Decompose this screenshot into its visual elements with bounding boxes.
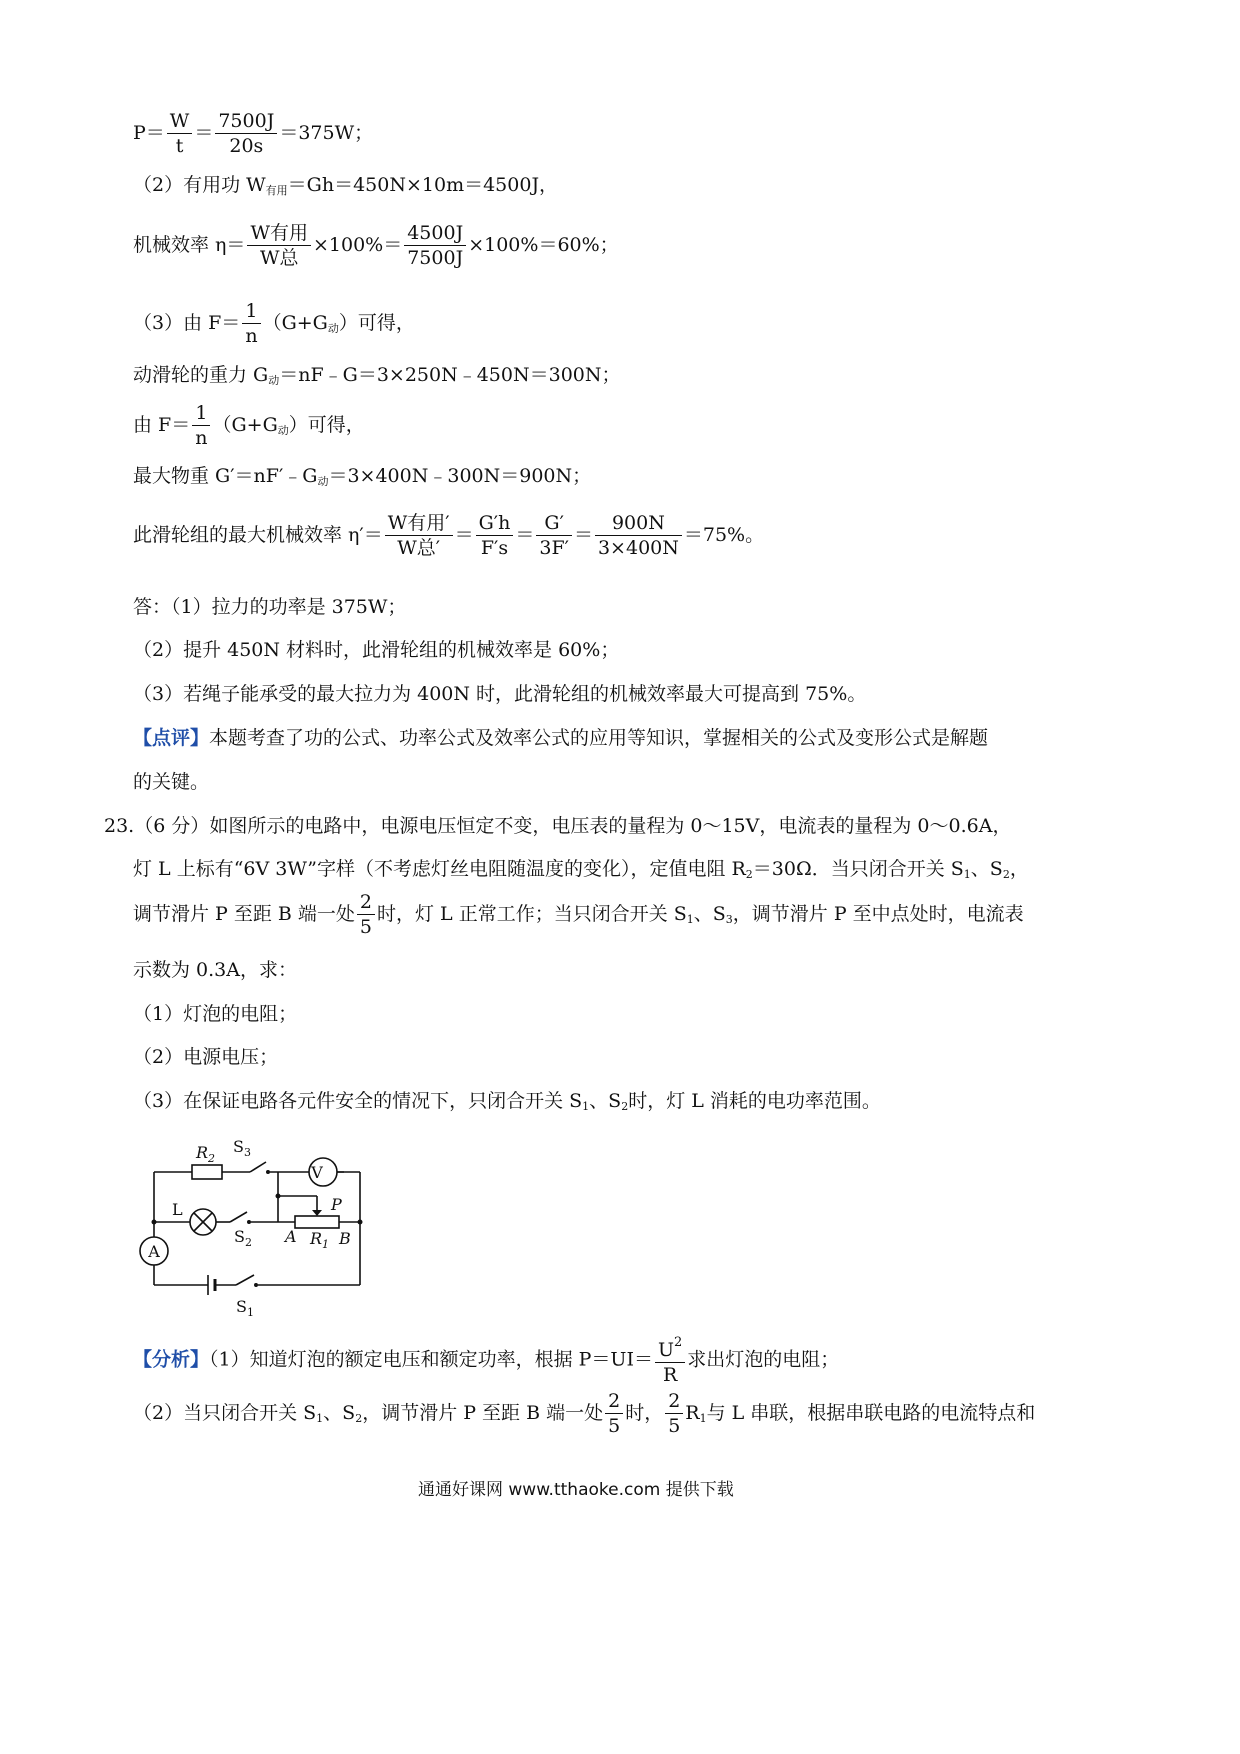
text: ＝75%。 (683, 524, 765, 546)
text: 求出灯泡的电阻； (687, 1348, 840, 1371)
subscript: 动 (327, 322, 339, 335)
question-23-line-1: 23.（6 分）如图所示的电路中，电源电压恒定不变，电压表的量程为 0～15V，电流表的量程为 0～0.6A， (104, 815, 1012, 837)
fraction (605, 1392, 623, 1436)
subscript: 有用 (265, 184, 288, 197)
subscript: 动 (268, 374, 280, 387)
denominator: 5 (668, 1415, 681, 1437)
switch-s1-blade (236, 1275, 254, 1285)
denominator: R (662, 1364, 678, 1386)
label-s1: $S_1$ (236, 1297, 254, 1319)
force-formula-line (133, 302, 415, 346)
text: ，调节滑片 P 至距 B 端一处 (362, 1402, 604, 1424)
numerator: 2 (665, 1392, 683, 1414)
text: ， (1009, 858, 1029, 880)
subscript: 1 (963, 868, 971, 881)
comment-line-1 (133, 729, 988, 748)
formula-text: ＝375W； (279, 122, 374, 144)
label-p: P (331, 1195, 342, 1214)
text: ＝nF﹣G＝3×250N﹣450N＝300N； (279, 364, 621, 386)
answer-2: （2）提升 450N 材料时，此滑轮组的机械效率是 60%； (133, 639, 620, 661)
junction-dot (152, 1220, 157, 1225)
question-part-1: （1）灯泡的电阻； (133, 1003, 298, 1025)
junction-dot (276, 1194, 281, 1199)
subscript: 动 (317, 475, 329, 488)
text: U (657, 1339, 674, 1361)
text: ＝ (454, 524, 474, 546)
fraction (595, 514, 682, 558)
numerator: 7500J (215, 112, 277, 134)
fraction (167, 112, 193, 156)
text: 本题考查了功的公式、功率公式及效率公式的应用等知识，掌握相关的公式及变形公式是解题 (209, 727, 989, 749)
fraction (357, 893, 375, 937)
text: ＝3×400N﹣300N＝900N； (328, 465, 592, 487)
label-r2: $R_2$ (196, 1143, 216, 1165)
text: ×100%＝ (312, 234, 403, 256)
power-formula (133, 112, 373, 156)
numerator: G′h (476, 514, 514, 536)
denominator: 20s (229, 135, 264, 157)
fraction (655, 1336, 685, 1385)
fraction (665, 1392, 683, 1436)
denominator: F′s (480, 537, 509, 559)
footer-watermark: 通通好课网 www.tthaoke.com 提供下载 (418, 1480, 734, 1500)
subscript: 2 (621, 1100, 629, 1113)
text: 、S (693, 903, 726, 925)
text: （3）在保证电路各元件安全的情况下，只闭合开关 S (133, 1090, 583, 1112)
voltmeter-label: V (311, 1163, 323, 1182)
slider-arrow (312, 1210, 322, 1216)
numerator: G′ (536, 514, 572, 536)
fraction (215, 112, 277, 156)
fraction (242, 302, 260, 346)
circuit-diagram (120, 1130, 420, 1320)
text: （1）知道灯泡的额定电压和额定功率，根据 P＝UI＝ (209, 1348, 653, 1371)
numerator: 1 (192, 404, 210, 426)
analysis-line-2 (133, 1392, 1035, 1436)
subscript: 1 (699, 1412, 707, 1425)
text: ，调节滑片 P 至中点处时，电流表 (732, 903, 1024, 925)
question-part-3 (133, 1092, 881, 1112)
subscript: 2 (355, 1412, 363, 1425)
switch-contact (254, 1283, 258, 1287)
numerator: 1 (242, 302, 260, 324)
comment-line-2: 的关键。 (133, 771, 210, 793)
subscript: 3 (725, 913, 733, 926)
fraction (404, 224, 466, 268)
text: ＝ (573, 524, 593, 546)
text: ×100%＝60%； (468, 234, 619, 256)
comment-tag: 【点评】 (133, 727, 210, 749)
text: 时， (625, 1402, 664, 1424)
denominator: W总 (259, 247, 299, 269)
numerator: W (167, 112, 193, 134)
ammeter-label: A (148, 1242, 160, 1261)
denominator: 7500J (407, 247, 464, 269)
question-23-line-2 (133, 860, 1029, 880)
label-b-end: B (339, 1229, 351, 1248)
superscript: 2 (673, 1335, 683, 1350)
text: （3）由 F＝ (133, 312, 241, 334)
formula-text: P＝ (133, 122, 165, 144)
text: ＝Gh＝450N×10m＝4500J， (287, 174, 559, 196)
subscript: 1 (582, 1100, 590, 1113)
question-23-line-4: 示数为 0.3A，求： (133, 959, 297, 981)
fraction (192, 404, 210, 448)
text: 动滑轮的重力 G (133, 364, 269, 386)
text: 、S (589, 1090, 622, 1112)
denominator: W总′ (397, 537, 441, 559)
text: 机械效率 η＝ (133, 234, 246, 256)
numerator: W有用 (247, 224, 311, 246)
answer-1: 答：（1）拉力的功率是 375W； (133, 596, 407, 618)
denominator: 3F′ (539, 537, 569, 559)
text: ）可得， (338, 312, 415, 334)
formula-text: ＝ (194, 122, 214, 144)
text: 最大物重 G′＝nF′﹣G (133, 465, 318, 487)
text: 由 F＝ (133, 414, 191, 436)
denominator: 3×400N (597, 537, 679, 559)
denominator: t (175, 135, 184, 157)
force-formula-line-2 (133, 404, 365, 448)
analysis-line-1 (133, 1336, 839, 1385)
answer-3: （3）若绳子能承受的最大拉力为 400N 时，此滑轮组的机械效率最大可提高到 75%。 (133, 683, 867, 705)
subscript: 1 (316, 1412, 324, 1425)
junction-dot (358, 1220, 363, 1225)
max-efficiency-line (133, 514, 764, 558)
denominator: 5 (359, 916, 372, 938)
denominator: n (195, 427, 208, 449)
fraction (476, 514, 514, 558)
subscript: 1 (686, 913, 694, 926)
label-r1: $R_1$ (310, 1229, 330, 1251)
numerator: 900N (595, 514, 682, 536)
text: ＝30Ω．当只闭合开关 S (752, 858, 964, 880)
fraction (536, 514, 572, 558)
text: 此滑轮组的最大机械效率 η′＝ (133, 524, 383, 546)
label-s3: $S_3$ (233, 1137, 251, 1159)
text: （2）有用功 W (133, 174, 266, 196)
text: ）可得， (288, 414, 365, 436)
text: 时，灯 L 消耗的电功率范围。 (628, 1090, 881, 1112)
useful-work-line (133, 176, 558, 196)
text: R (685, 1402, 700, 1424)
subscript: 2 (745, 868, 753, 881)
switch-s3-blade (250, 1162, 266, 1172)
numerator: 4500J (404, 224, 466, 246)
switch-contact (266, 1170, 270, 1174)
text: 灯 L 上标有“6V 3W”字样（不考虑灯丝电阻随温度的变化），定值电阻 R (133, 858, 746, 880)
text: （2）当只闭合开关 S (133, 1402, 317, 1424)
text: 调节滑片 P 至距 B 端一处 (133, 903, 355, 925)
numerator: 2 (357, 893, 375, 915)
fraction (385, 514, 453, 558)
analysis-tag: 【分析】 (133, 1348, 210, 1371)
numerator: 2 (605, 1392, 623, 1414)
question-23-line-3 (133, 893, 1024, 937)
label-l: L (172, 1200, 183, 1219)
text: （G+G (212, 414, 278, 436)
pulley-weight-line (133, 366, 621, 386)
denominator: 5 (608, 1415, 621, 1437)
text: 与 L 串联，根据串联电路的电流特点和 (706, 1402, 1036, 1424)
question-part-2: （2）电源电压； (133, 1046, 279, 1068)
text: 、S (970, 858, 1003, 880)
subscript: 动 (277, 424, 289, 437)
label-a-end: A (285, 1227, 297, 1246)
fraction (247, 224, 311, 268)
switch-s2-blade (230, 1212, 247, 1222)
text: 时，灯 L 正常工作；当只闭合开关 S (377, 903, 687, 925)
switch-contact (247, 1220, 251, 1224)
numerator: W有用′ (385, 514, 453, 536)
text: （G+G (262, 312, 328, 334)
label-s2: $S_2$ (234, 1227, 252, 1249)
denominator: n (245, 325, 258, 347)
rheostat-r1 (295, 1216, 339, 1228)
resistor-r2 (192, 1165, 222, 1179)
numerator (655, 1336, 685, 1363)
text: 、S (323, 1402, 356, 1424)
efficiency-line (133, 224, 619, 268)
text: ＝ (515, 524, 535, 546)
max-weight-line (133, 467, 591, 487)
subscript: 2 (1002, 868, 1010, 881)
